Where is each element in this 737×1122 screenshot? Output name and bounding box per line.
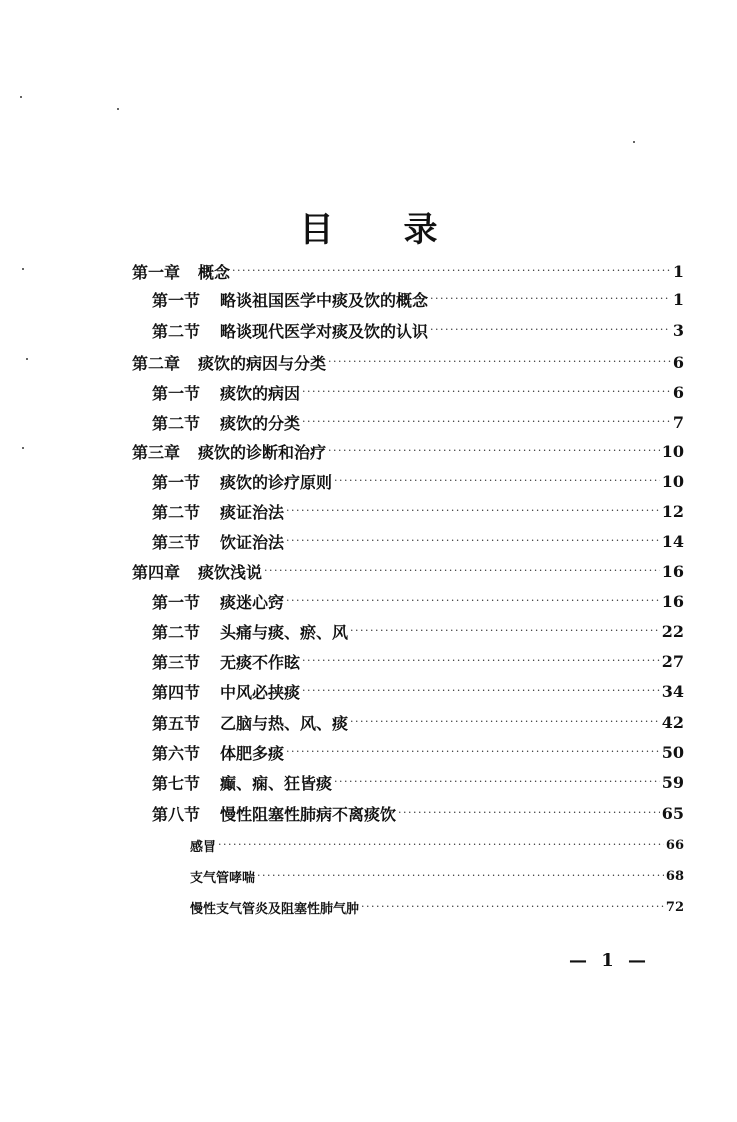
page-title — [0, 202, 737, 251]
toc-section-row — [152, 647, 684, 675]
toc-entry-title: 头痛与痰、瘀、风 — [220, 622, 349, 642]
scan-speck — [117, 108, 119, 110]
toc-leader-dots — [302, 647, 660, 675]
toc-entry-title: 痰饮的病因与分类 — [198, 353, 327, 373]
toc-section-row — [152, 768, 684, 796]
toc-leader-dots — [430, 285, 671, 313]
toc-entry-number: 第一节 — [152, 472, 201, 492]
toc-entry-title: 痰证治法 — [220, 502, 285, 522]
toc-subentry-row — [190, 893, 684, 921]
toc-section-row — [152, 617, 684, 645]
toc-section-row — [152, 316, 684, 344]
toc-page-number: 14 — [661, 531, 684, 551]
toc-section-row — [152, 285, 684, 313]
scan-speck — [22, 268, 24, 270]
toc-leader-dots — [302, 677, 660, 705]
toc-page-number: 10 — [661, 471, 684, 491]
toc-leader-dots — [361, 893, 664, 921]
toc-section-row — [152, 587, 684, 615]
toc-entry-title: 略谈现代医学对痰及饮的认识 — [220, 321, 429, 341]
toc-leader-dots — [328, 348, 671, 376]
toc-chapter-row — [132, 257, 684, 285]
toc-leader-dots — [286, 497, 660, 525]
toc-entry-number: 第三章 — [132, 442, 181, 462]
toc-section-row — [152, 378, 684, 406]
toc-entry-number: 第四章 — [132, 562, 181, 582]
scan-speck — [26, 358, 28, 360]
toc-section-row — [152, 677, 684, 705]
title-char-1: 目 — [299, 210, 334, 250]
toc-entry-number: 第八节 — [152, 804, 201, 824]
toc-page-number: 16 — [661, 561, 684, 581]
toc-entry-title: 痰饮的诊疗原则 — [220, 472, 333, 492]
toc-section-row — [152, 738, 684, 766]
toc-entry-title: 痰饮的诊断和治疗 — [198, 442, 327, 462]
toc-entry-title: 中风必挟痰 — [220, 682, 301, 702]
toc-entry-title: 支气管哮喘 — [190, 870, 256, 886]
title-char-2: 录 — [403, 210, 438, 250]
toc-page-number: 65 — [661, 803, 684, 823]
scan-speck — [22, 447, 24, 449]
toc-entry-number: 第三节 — [152, 532, 201, 552]
toc-subentry-row — [190, 831, 684, 859]
toc-page-number: 22 — [661, 621, 684, 641]
toc-entry-title: 痰迷心窍 — [220, 592, 285, 612]
scan-speck — [633, 141, 635, 143]
toc-page-number: 27 — [661, 651, 684, 671]
toc-page-number: 12 — [661, 501, 684, 521]
toc-section-row — [152, 497, 684, 525]
toc-leader-dots — [286, 587, 660, 615]
toc-page-number: 10 — [661, 441, 684, 461]
toc-leader-dots — [286, 738, 660, 766]
toc-entry-number: 第三节 — [152, 652, 201, 672]
toc-entry-number: 第一节 — [152, 290, 201, 310]
toc-entry-title: 痰饮浅说 — [198, 562, 263, 582]
toc-section-row — [152, 799, 684, 827]
toc-entry-number: 第一章 — [132, 262, 181, 282]
toc-page-number: 66 — [665, 837, 684, 853]
toc-page-number: 72 — [665, 899, 684, 915]
toc-entry-title: 痰饮的分类 — [220, 413, 301, 433]
toc-entry-number: 第二节 — [152, 413, 201, 433]
toc-entry-title: 痰饮的病因 — [220, 383, 301, 403]
toc-leader-dots — [218, 831, 664, 859]
page-number-footer: — 1 — — [569, 950, 651, 971]
toc-leader-dots — [264, 557, 660, 585]
toc-entry-number: 第一节 — [152, 383, 201, 403]
toc-chapter-row — [132, 437, 684, 465]
toc-section-row — [152, 527, 684, 555]
toc-entry-title: 感冒 — [190, 839, 217, 855]
toc-entry-number: 第四节 — [152, 682, 201, 702]
toc-entry-title: 无痰不作眩 — [220, 652, 301, 672]
toc-page-number: 3 — [672, 320, 684, 340]
toc-entry-number: 第一节 — [152, 592, 201, 612]
toc-page-number: 59 — [661, 772, 684, 792]
toc-leader-dots — [350, 617, 660, 645]
toc-chapter-row — [132, 557, 684, 585]
toc-leader-dots — [302, 378, 671, 406]
toc-leader-dots — [398, 799, 660, 827]
scan-speck — [20, 96, 22, 98]
toc-leader-dots — [334, 467, 660, 495]
toc-entry-title: 饮证治法 — [220, 532, 285, 552]
toc-subentry-row — [190, 862, 684, 890]
toc-entry-title: 癫、痫、狂皆痰 — [220, 773, 333, 793]
toc-entry-number: 第二节 — [152, 321, 201, 341]
toc-section-row — [152, 467, 684, 495]
toc-chapter-row — [132, 348, 684, 376]
toc-entry-title: 慢性支气管炎及阻塞性肺气肿 — [190, 901, 360, 917]
toc-entry-number: 第二节 — [152, 622, 201, 642]
toc-leader-dots — [302, 408, 671, 436]
toc-entry-number: 第六节 — [152, 743, 201, 763]
toc-page-number: 50 — [661, 742, 684, 762]
toc-entry-title: 体肥多痰 — [220, 743, 285, 763]
toc-page-number: 16 — [661, 591, 684, 611]
toc-page-number: 6 — [672, 382, 684, 402]
toc-leader-dots — [286, 527, 660, 555]
toc-leader-dots — [334, 768, 660, 796]
toc-leader-dots — [430, 316, 671, 344]
toc-entry-number: 第二章 — [132, 353, 181, 373]
toc-leader-dots — [328, 437, 660, 465]
toc-section-row — [152, 708, 684, 736]
toc-section-row — [152, 408, 684, 436]
toc-page-number: 1 — [672, 289, 684, 309]
toc-entry-title: 略谈祖国医学中痰及饮的概念 — [220, 290, 429, 310]
toc-entry-number: 第二节 — [152, 502, 201, 522]
toc-page-number: 68 — [665, 868, 684, 884]
toc-page-number: 6 — [672, 352, 684, 372]
toc-leader-dots — [350, 708, 660, 736]
toc-entry-title: 慢性阻塞性肺病不离痰饮 — [220, 804, 397, 824]
toc-entry-number: 第七节 — [152, 773, 201, 793]
toc-page-number: 42 — [661, 712, 684, 732]
toc-entry-title: 概念 — [198, 262, 231, 282]
toc-entry-number: 第五节 — [152, 713, 201, 733]
toc-page-number: 34 — [661, 681, 684, 701]
toc-entry-title: 乙脑与热、风、痰 — [220, 713, 349, 733]
toc-leader-dots — [232, 257, 671, 285]
toc-page-number: 1 — [672, 261, 684, 281]
toc-page-number: 7 — [672, 412, 684, 432]
toc-leader-dots — [257, 862, 664, 890]
